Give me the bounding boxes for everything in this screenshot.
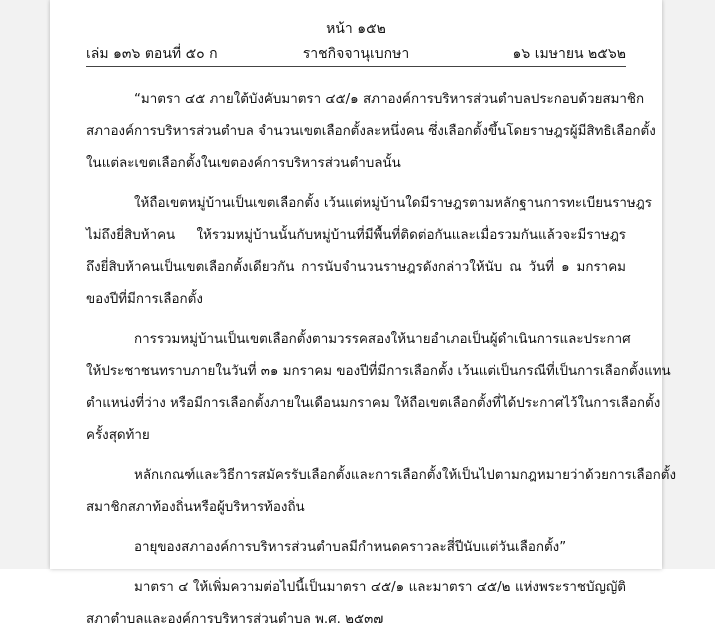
page-number: หน้า ๑๕๒ bbox=[326, 21, 386, 37]
paragraph bbox=[86, 324, 671, 452]
header-divider bbox=[86, 66, 626, 67]
running-header bbox=[86, 44, 626, 64]
text-line: ถึงยี่สิบห้าคนเป็นเขตเลือกตั้งเดียวกัน การนับจำนวนราษฎรดังกล่าวให้นับ ณ วันที่ ๑ มกราคม bbox=[86, 260, 626, 275]
text-line: การรวมหมู่บ้านเป็นเขตเลือกตั้งตามวรรคสองให้นายอำเภอเป็นผู้ดำเนินการและประกาศ bbox=[134, 332, 631, 347]
document-body bbox=[86, 84, 676, 644]
text-line: สภาองค์การบริหารส่วนตำบล จำนวนเขตเลือกตั้งละหนึ่งคน ซึ่งเลือกตั้งขึ้นโดยราษฎรผู้มีสิทธิเลือกตั้ง bbox=[86, 124, 656, 139]
paragraph bbox=[86, 572, 626, 636]
gazette-page bbox=[50, 0, 676, 627]
text-line: มาตรา ๔ ให้เพิ่มความต่อไปนี้เป็นมาตรา ๔๕/๑ และมาตรา ๔๕/๒ แห่งพระราชบัญญัติ bbox=[134, 580, 626, 595]
publication-date: ๑๖ เมษายน ๒๕๖๒ bbox=[512, 46, 626, 62]
text-line: สมาชิกสภาท้องถิ่นหรือผู้บริหารท้องถิ่น bbox=[86, 500, 305, 515]
paragraph bbox=[86, 84, 656, 180]
text-line: หลักเกณฑ์และวิธีการสมัครรับเลือกตั้งและการเลือกตั้งให้เป็นไปตามกฎหมายว่าด้วยการเลือกตั้ง bbox=[134, 468, 676, 483]
text-line: ให้ถือเขตหมู่บ้านเป็นเขตเลือกตั้ง เว้นแต่หมู่บ้านใดมีราษฎรตามหลักฐานการทะเบียนราษฎร bbox=[134, 196, 652, 211]
text-line: ตำแหน่งที่ว่าง หรือมีการเลือกตั้งภายในเดือนมกราคม ให้ถือเขตเลือกตั้งที่ได้ประกาศไว้ในการเลือกตั้ง bbox=[86, 396, 661, 411]
text-line: ในแต่ละเขตเลือกตั้งในเขตองค์การบริหารส่วนตำบลนั้น bbox=[86, 156, 401, 171]
text-line: ให้ประชาชนทราบภายในวันที่ ๓๑ มกราคม ของปีที่มีการเลือกตั้ง เว้นแต่เป็นกรณีที่เป็นการเลือกตั้งแทน bbox=[86, 364, 671, 379]
text-line: สภาตำบลและองค์การบริหารส่วนตำบล พ.ศ. ๒๕๓๗ bbox=[86, 612, 384, 627]
paragraph bbox=[86, 532, 626, 564]
text-line: ไม่ถึงยี่สิบห้าคน ให้รวมหมู่บ้านนั้นกับหมู่บ้านที่มีพื้นที่ติดต่อกันและเมื่อรวมกันแล้วจะมีราษฎร bbox=[86, 228, 626, 243]
gazette-name: ราชกิจจานุเบกษา bbox=[302, 46, 410, 62]
text-line: ครั้งสุดท้าย bbox=[86, 428, 150, 443]
text-line: ของปีที่มีการเลือกตั้ง bbox=[86, 292, 203, 307]
volume-issue: เล่ม ๑๓๖ ตอนที่ ๕๐ ก bbox=[86, 46, 218, 62]
paragraph bbox=[86, 460, 676, 524]
paragraph bbox=[86, 188, 652, 316]
text-line: “มาตรา ๔๕ ภายใต้บังคับมาตรา ๔๕/๑ สภาองค์การบริหารส่วนตำบลประกอบด้วยสมาชิก bbox=[134, 92, 645, 107]
text-line: อายุของสภาองค์การบริหารส่วนตำบลมีกำหนดคราวละสี่ปีนับแต่วันเลือกตั้ง” bbox=[134, 540, 567, 555]
